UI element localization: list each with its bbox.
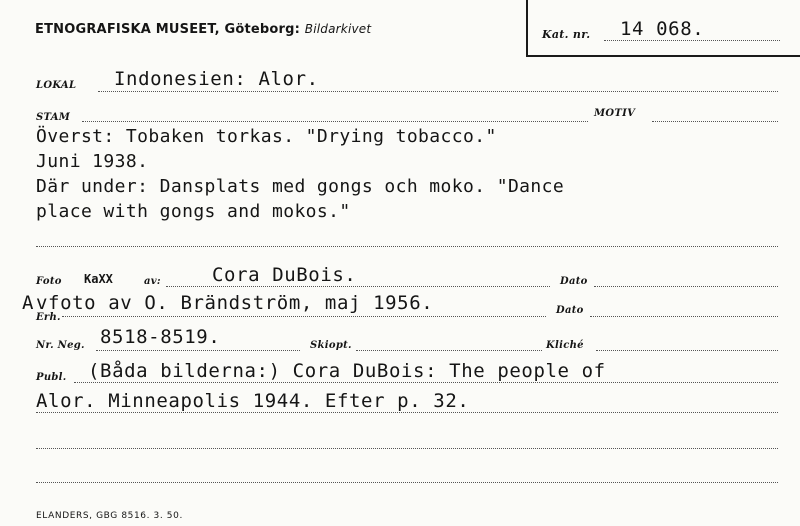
kat-dotted-line: [604, 40, 780, 41]
dato-2-dotted-line: [590, 316, 778, 317]
skiopt-label: Skiopt.: [310, 340, 352, 351]
lokal-value: Indonesien: Alor.: [114, 68, 319, 90]
erh-dotted-line: [62, 316, 546, 317]
publ-line-1: (Båda bilderna:) Cora DuBois: The people of: [88, 360, 606, 382]
motiv-label: MOTIV: [594, 108, 636, 119]
publ-line-2: Alor. Minneapolis 1944. Efter p. 32.: [36, 390, 470, 412]
motiv-line-2: Juni 1938.: [36, 151, 149, 172]
erh-value: vfoto av O. Brändström, maj 1956.: [36, 292, 434, 314]
kat-label: Kat. nr.: [542, 28, 591, 41]
publ-blank-line-1: [36, 448, 778, 449]
neg-value: 8518-8519.: [100, 326, 221, 348]
publ-dotted-line-1: [74, 382, 778, 383]
motiv-line-3: Där under: Dansplats med gongs och moko. "Dance: [36, 176, 565, 197]
foto-av-label: av:: [144, 276, 161, 287]
neg-dotted-line: [96, 350, 300, 351]
kliche-dotted-line: [596, 350, 778, 351]
printer-imprint: ELANDERS, GBG 8516. 3. 50.: [36, 511, 183, 521]
kliche-label: Kliché: [546, 340, 584, 351]
institution-header: [35, 22, 371, 37]
stam-dotted-line: [82, 121, 588, 122]
lokal-label: LOKAL: [36, 80, 77, 91]
motiv-dotted-line: [652, 121, 778, 122]
publ-dotted-line-2: [36, 412, 778, 413]
header-divider-vertical: [526, 0, 528, 56]
dato-1-label: Dato: [560, 276, 588, 287]
publ-label: Publ.: [36, 372, 67, 383]
archive-name: Bildarkivet: [304, 22, 372, 36]
institution-location: Göteborg:: [224, 22, 301, 37]
foto-label: Foto: [36, 276, 62, 287]
foto-value: Cora DuBois.: [212, 264, 357, 286]
stam-label: STAM: [36, 112, 71, 123]
foto-struck-text: KaXX: [84, 272, 113, 286]
header-divider-horizontal: [526, 55, 800, 57]
motiv-blank-line: [36, 246, 778, 247]
motiv-line-1: Överst: Tobaken torkas. "Drying tobacco.": [36, 126, 497, 147]
erh-prefix: A: [22, 292, 35, 314]
erh-label: Erh.: [36, 312, 61, 323]
dato-1-dotted-line: [594, 286, 778, 287]
skiopt-dotted-line: [356, 350, 542, 351]
institution-name: ETNOGRAFISKA MUSEET,: [35, 22, 220, 37]
foto-dotted-line: [166, 286, 550, 287]
lokal-dotted-line: [98, 91, 778, 92]
motiv-line-4: place with gongs and mokos.": [36, 201, 351, 222]
dato-2-label: Dato: [556, 305, 584, 316]
publ-blank-line-2: [36, 482, 778, 483]
neg-label: Nr. Neg.: [36, 340, 85, 351]
kat-number: 14 068.: [620, 18, 705, 40]
